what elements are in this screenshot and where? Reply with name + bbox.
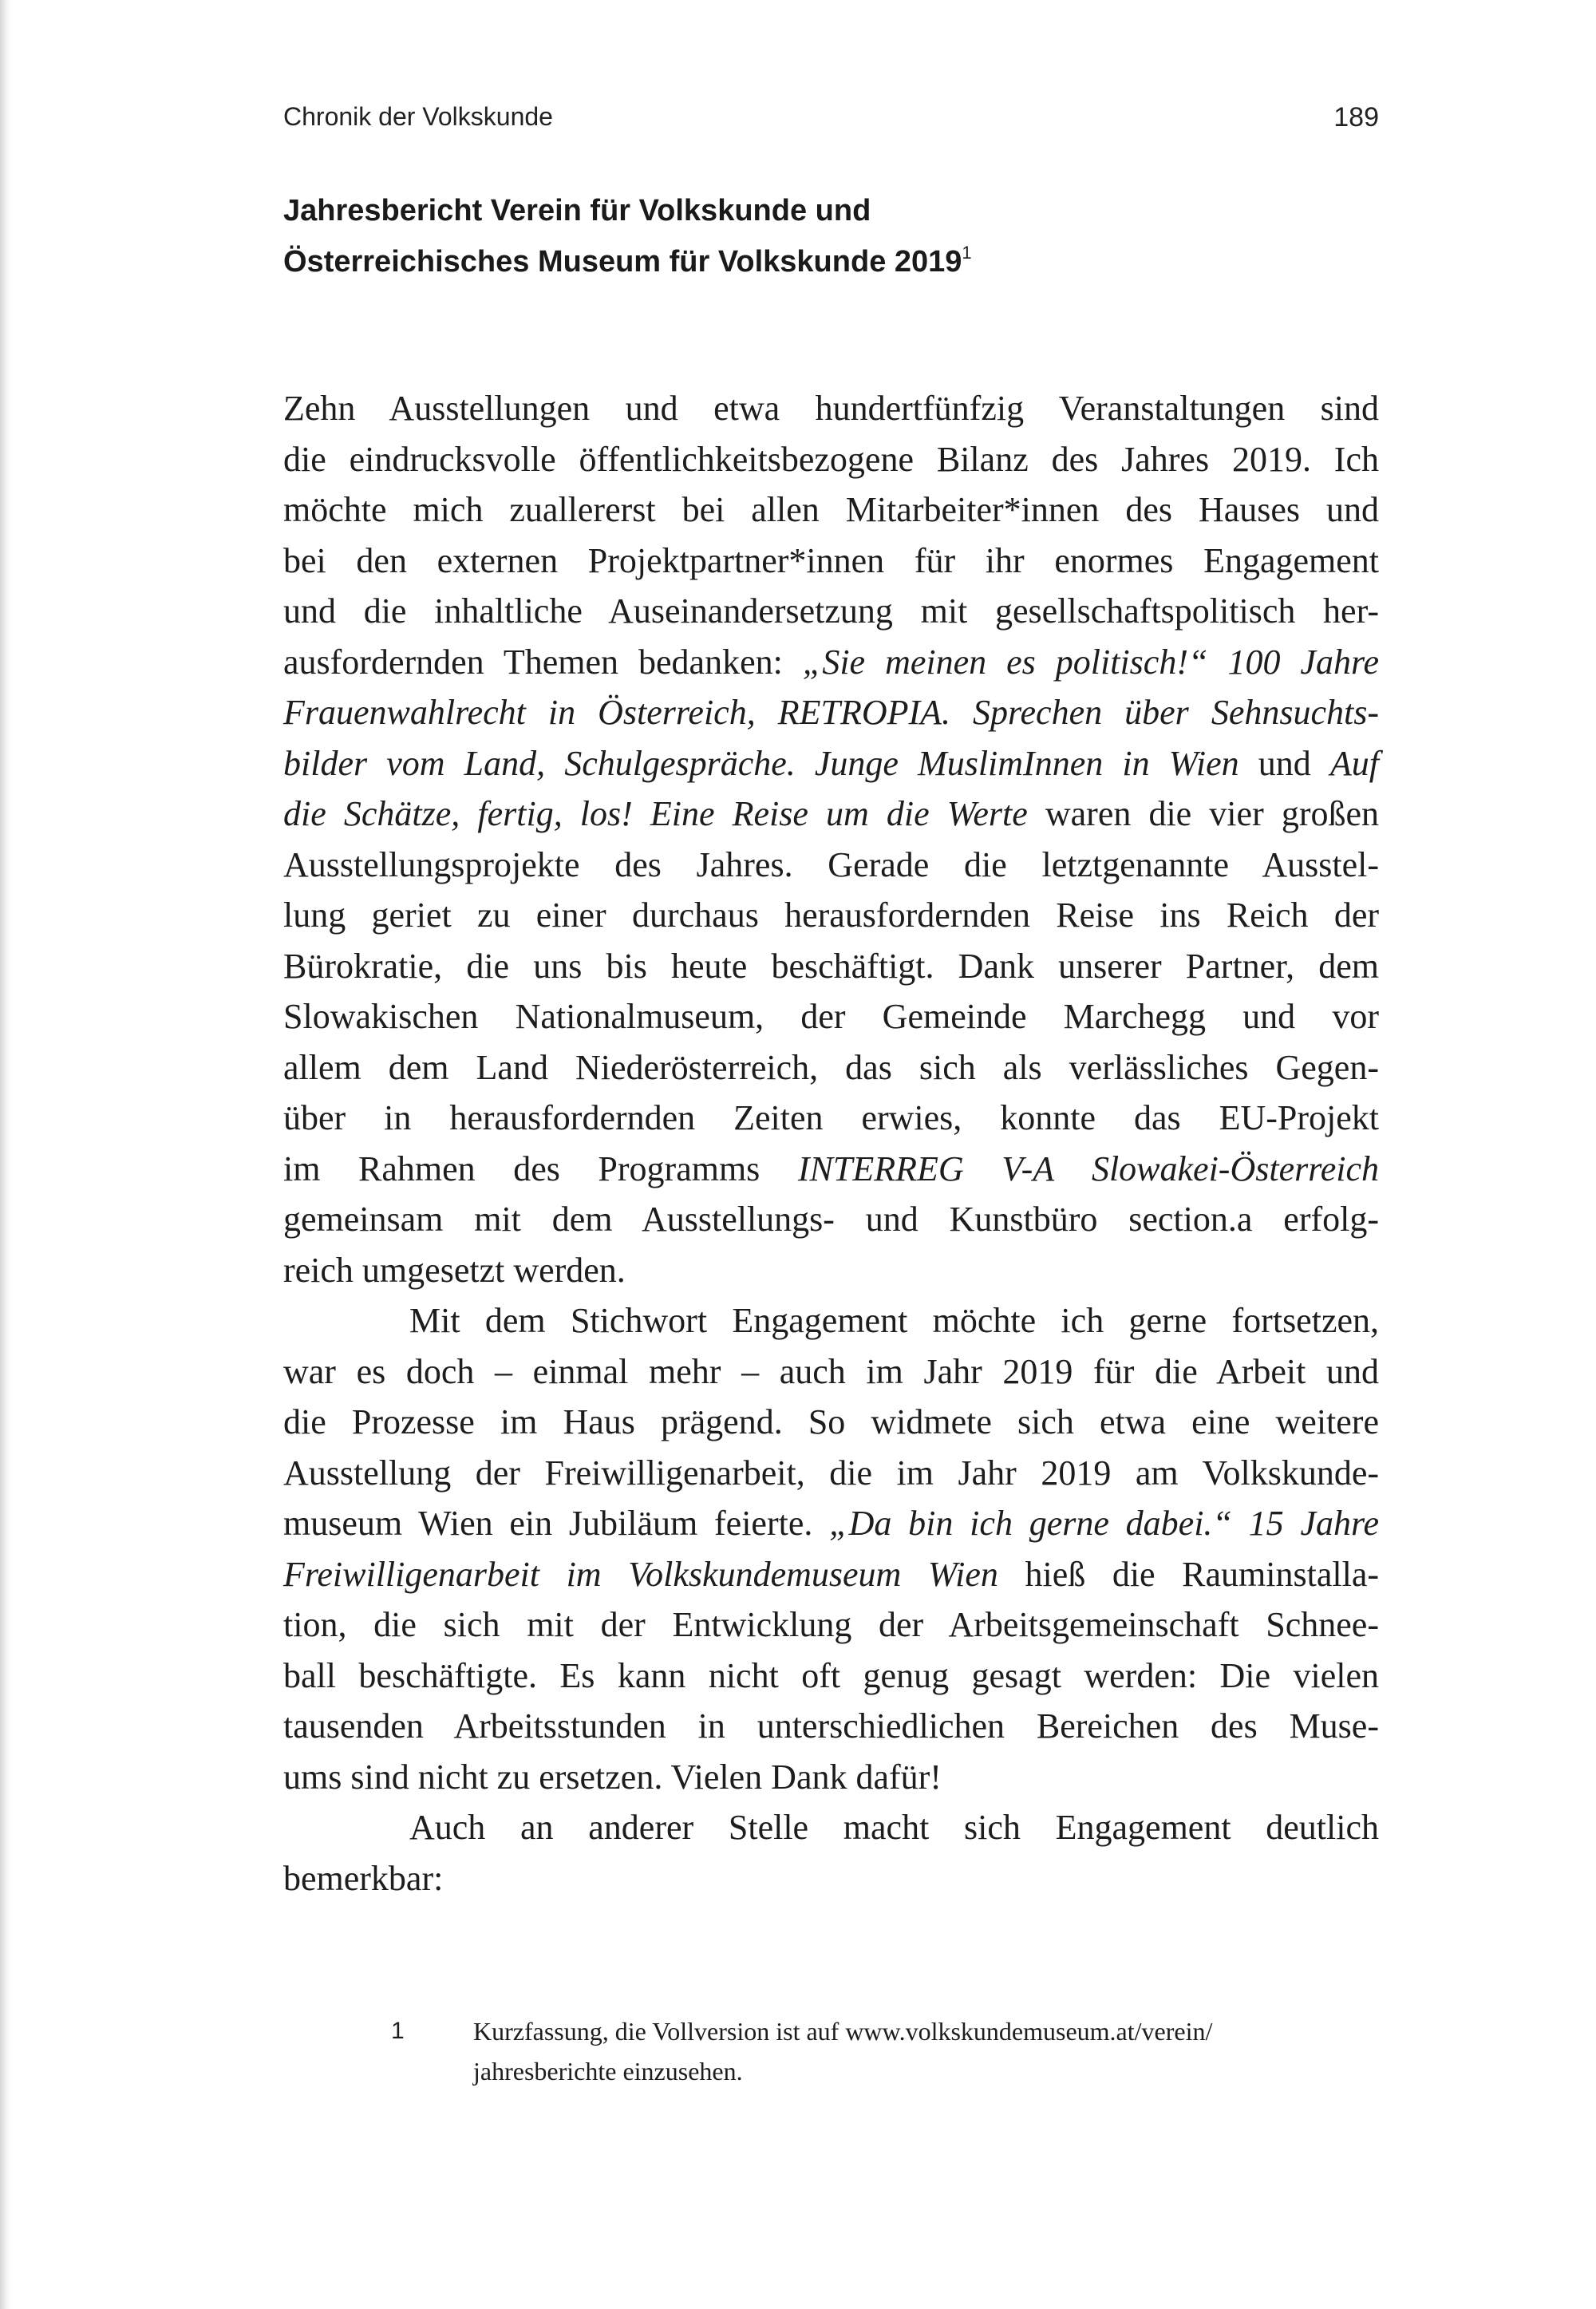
body-line: bei den externen Projektpartner*innen für ihr enormes Engagement bbox=[283, 540, 1379, 580]
exhibition-title: Freiwilligenarbeit im Volkskundemuseum Wien bbox=[283, 1554, 998, 1594]
body-line: über in herausfordernden Zeiten erwies, konnte das EU-Projekt bbox=[283, 1098, 1379, 1137]
footnote-text bbox=[473, 2011, 1379, 2091]
footnote-number: 1 bbox=[391, 2018, 405, 2044]
body-line: im Rahmen des Programms INTERREG V-A Slowakei-Österreich bbox=[283, 1149, 1379, 1188]
body-line: Bürokratie, die uns bis heute beschäftigt. Dank unserer Partner, dem bbox=[283, 946, 1379, 986]
page-number: 189 bbox=[1333, 102, 1379, 132]
body-line: und die inhaltliche Auseinandersetzung mit gesellschaftspolitisch her- bbox=[283, 591, 1379, 631]
body-line: war es doch – einmal mehr – auch im Jahr 2019 für die Arbeit und bbox=[283, 1351, 1379, 1391]
body-line: ums sind nicht zu ersetzen. Vielen Dank dafür! bbox=[283, 1757, 942, 1797]
body-line: tion, die sich mit der Entwicklung der Arbeitsgemeinschaft Schnee- bbox=[283, 1605, 1379, 1644]
body-line: Slowakischen Nationalmuseum, der Gemeinde Marchegg und vor bbox=[283, 997, 1379, 1036]
body-line: Zehn Ausstellungen und etwa hundertfünfzig Veranstaltungen sind bbox=[283, 389, 1379, 428]
body-line: möchte mich zuallererst bei allen Mitarbeiter*innen des Hauses und bbox=[283, 490, 1379, 529]
footnote-line: jahresberichte einzusehen. bbox=[473, 2057, 743, 2086]
article-title-line-2 bbox=[283, 236, 1379, 287]
body-line: allem dem Land Niederösterreich, das sich als verlässliches Gegen- bbox=[283, 1047, 1379, 1087]
body-line: reich umgesetzt werden. bbox=[283, 1250, 626, 1290]
exhibition-title: Auf bbox=[1329, 743, 1379, 783]
article-title-line-1: Jahresbericht Verein für Volkskunde und bbox=[283, 194, 871, 227]
exhibition-title: Frauenwahlrecht in Österreich, RETROPIA. Sprechen über Sehnsuchts- bbox=[283, 693, 1379, 732]
body-line: die Prozesse im Haus prägend. So widmete sich etwa eine weitere bbox=[283, 1402, 1379, 1441]
exhibition-title: bilder vom Land, Schulgespräche. Junge MuslimInnen in Wien bbox=[283, 743, 1239, 783]
body-line: lung geriet zu einer durchaus herausfordernden Reise ins Reich der bbox=[283, 896, 1379, 935]
body-line: bilder vom Land, Schulgespräche. Junge MuslimInnen in Wien und Auf bbox=[283, 743, 1379, 783]
footnote-reference[interactable]: 1 bbox=[962, 243, 972, 263]
body-line: die Schätze, fertig, los! Eine Reise um die Werte waren die vier großen bbox=[283, 794, 1379, 833]
body-line: Freiwilligenarbeit im Volkskundemuseum Wien hieß die Rauminstalla- bbox=[283, 1554, 1379, 1594]
body-line: die eindrucksvolle öffentlichkeitsbezogene Bilanz des Jahres 2019. Ich bbox=[283, 439, 1379, 479]
body-line: museum Wien ein Jubiläum feierte. „Da bin ich gerne dabei.“ 15 Jahre bbox=[283, 1504, 1380, 1543]
body-line: ball beschäftigte. Es kann nicht oft genug gesagt werden: Die vielen bbox=[283, 1655, 1379, 1695]
body-line: Ausstellung der Freiwilligenarbeit, die im Jahr 2019 am Volkskunde- bbox=[283, 1453, 1379, 1493]
body-line: ausfordernden Themen bedanken: „Sie meinen es politisch!“ 100 Jahre bbox=[283, 642, 1379, 682]
body-line: bemerkbar: bbox=[283, 1858, 444, 1898]
body-line-paragraph-start: Mit dem Stichwort Engagement möchte ich gerne fortsetzen, bbox=[409, 1301, 1379, 1340]
page-edge-shadow bbox=[0, 0, 11, 2309]
footnote-line: Kurzfassung, die Vollversion ist auf www.volkskundemuseum.at/verein/ bbox=[473, 2017, 1213, 2046]
exhibition-title: „Da bin ich gerne dabei.“ 15 Jahre bbox=[829, 1504, 1380, 1543]
running-head-title: Chronik der Volkskunde bbox=[283, 102, 553, 131]
body-text bbox=[283, 383, 1379, 1904]
body-line bbox=[283, 687, 1379, 738]
body-line: gemeinsam mit dem Ausstellungs- und Kunstbüro section.a erfolg- bbox=[283, 1200, 1379, 1239]
article-title-line-2-text: Österreichisches Museum für Volkskunde 2019 bbox=[283, 245, 962, 279]
running-head bbox=[283, 102, 1379, 142]
body-line: Ausstellungsprojekte des Jahres. Gerade die letztgenannte Ausstel- bbox=[283, 844, 1379, 884]
body-line: tausenden Arbeitsstunden in unterschiedlichen Bereichen des Muse- bbox=[283, 1706, 1379, 1746]
exhibition-title: die Schätze, fertig, los! Eine Reise um die Werte bbox=[283, 794, 1028, 833]
article-title bbox=[283, 185, 1379, 287]
exhibition-title: „Sie meinen es politisch!“ 100 Jahre bbox=[802, 642, 1379, 682]
programme-title: INTERREG V-A Slowakei-Österreich bbox=[797, 1149, 1379, 1188]
body-line-paragraph-start: Auch an anderer Stelle macht sich Engagement deutlich bbox=[409, 1808, 1379, 1847]
